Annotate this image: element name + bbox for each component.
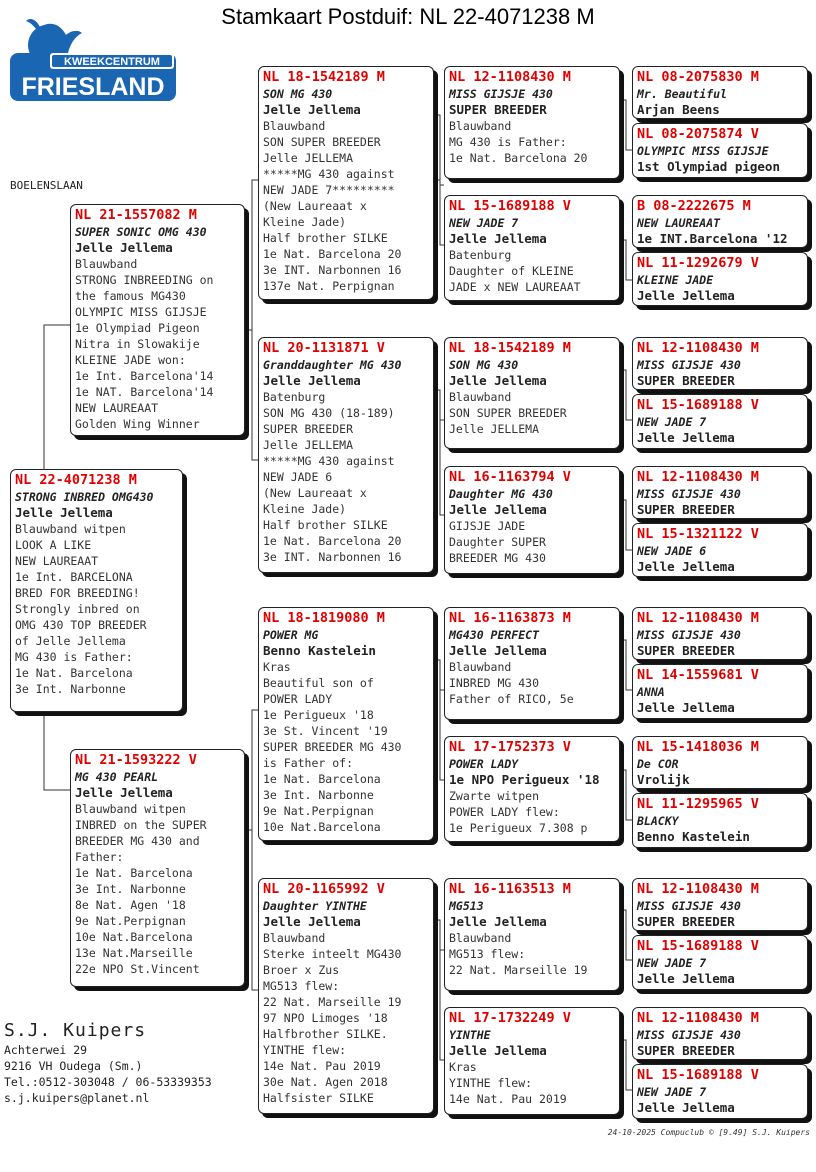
note-line: MG 430 is Father: [449,135,567,149]
pedigree-card-ff[interactable] [258,66,434,300]
note-line: Blauwband [449,660,512,674]
note-line: Kleine Jade) [263,215,347,229]
breeder-name: Jelle Jellema [637,1100,735,1115]
note-line: 30e Nat. Agen 2018 [263,1075,388,1089]
breeder-name: Jelle Jellema [449,643,547,658]
pedigree-card-g10[interactable] [632,664,808,719]
breeder-name: SUPER BREEDER [637,643,735,658]
pigeon-name: STRONG INBRED OMG430 [15,490,154,504]
note-line: (New Laureaat x [263,199,367,213]
note-line: 1e Nat. Barcelona [75,866,193,880]
note-line: 3e St. Vincent '19 [263,724,388,738]
breeder-name: Jelle Jellema [15,505,113,520]
note-line: OLYMPIC MISS GIJSJE [75,305,207,319]
note-line: Father: [75,850,124,864]
breeder-name: Jelle Jellema [637,559,735,574]
ring-number: NL 18-1542189 M [449,340,571,356]
note-line: Jelle JELLEMA [449,422,540,436]
note-line: INBRED on the SUPER [75,818,207,832]
pigeon-name: MISS GIJSJE 430 [637,358,741,372]
note-line: 3e Int. Narbonne [263,788,374,802]
note-line: Kras [263,660,291,674]
note-line: Blauwband [449,390,512,404]
breeder-name: Jelle Jellema [263,373,361,388]
note-line: 1e Perigueux '18 [263,708,374,722]
note-line: Blauwband [75,257,138,271]
pedigree-card-mf[interactable] [258,607,434,841]
ring-number: NL 21-1593222 V [75,752,197,768]
pedigree-card-g3[interactable] [632,195,808,248]
pigeon-name: NEW JADE 7 [637,956,707,970]
ring-number: NL 17-1752373 V [449,739,571,755]
pigeon-name: De COR [637,757,679,771]
ring-number: B 08-2222675 M [637,198,751,214]
ring-number: NL 08-2075830 M [637,69,759,85]
breeder-name: Jelle Jellema [75,785,173,800]
note-line: KLEINE JADE won: [75,353,186,367]
note-line: of Jelle Jellema [15,634,126,648]
ring-number: NL 12-1108430 M [637,610,759,626]
note-line: Father of RICO, 5e [449,692,574,706]
note-line: 10e Nat.Barcelona [263,820,381,834]
pedigree-card-mmf[interactable] [444,878,620,991]
ring-number: NL 08-2075874 V [637,126,759,142]
note-line: BREEDER MG 430 and [75,834,200,848]
note-line: 9e Nat.Perpignan [263,804,374,818]
note-line: Nitra in Slowakije [75,337,200,351]
note-line: LOOK A LIKE [15,538,92,552]
note-line: Blauwband [263,119,326,133]
pigeon-name: MG430 PERFECT [449,628,540,642]
note-line: NEW LAUREAAT [75,401,159,415]
pedigree-card-g9[interactable] [632,607,808,660]
loft-location: BOELENSLAAN [10,179,83,192]
note-line: GIJSJE JADE [449,519,526,533]
pigeon-name: NEW JADE 7 [449,216,519,230]
note-line: Batenburg [263,390,326,404]
pedigree-card-g7[interactable] [632,466,808,519]
note-line: 1e Nat. Barcelona 20 [449,151,588,165]
note-line: Blauwband [449,119,512,133]
breeder-name: Jelle Jellema [637,971,735,986]
pedigree-card-g1[interactable] [632,66,808,119]
note-line: Strongly inbred on [15,602,140,616]
note-line: 1e Nat. Barcelona [263,772,381,786]
ring-number: NL 22-4071238 M [15,472,137,488]
owner-phone: Tel.:0512-303048 / 06-53339353 [4,1075,212,1089]
pigeon-name: BLACKY [637,814,679,828]
note-line: SUPER BREEDER MG 430 [263,740,402,754]
pedigree-card-mother[interactable] [70,749,245,987]
pedigree-card-ffm[interactable] [444,195,620,301]
pigeon-name: MISS GIJSJE 430 [637,487,741,501]
note-line: Daughter of KLEINE [449,264,574,278]
pigeon-name: POWER LADY [449,757,519,771]
breeder-name: Jelle Jellema [449,373,547,388]
ring-number: NL 12-1108430 M [449,69,571,85]
pedigree-card-g14[interactable] [632,935,808,990]
pedigree-card-g16[interactable] [632,1064,808,1119]
pigeon-name: SON MG 430 [449,358,519,372]
breeder-name: Benno Kastelein [263,643,376,658]
pigeon-name: MISS GIJSJE 430 [637,1028,741,1042]
note-line: SON SUPER BREEDER [263,135,381,149]
note-line: Blauwband [263,931,326,945]
note-line: SUPER BREEDER [263,422,354,436]
pigeon-name: Daughter MG 430 [449,487,553,501]
note-line: Broer x Zus [263,963,340,977]
breeder-name: Jelle Jellema [449,502,547,517]
pedigree-card-subject[interactable] [10,469,183,712]
pigeon-name: YINTHE [449,1028,491,1042]
pigeon-name: SON MG 430 [263,87,333,101]
breeder-name: Jelle Jellema [637,700,735,715]
note-line: 14e Nat. Pau 2019 [449,1092,567,1106]
note-line: Zwarte witpen [449,789,540,803]
ring-number: NL 14-1559681 V [637,667,759,683]
note-line: NEW JADE 7********* [263,183,395,197]
note-line: 1e Nat. Barcelona 20 [263,534,402,548]
pigeon-name: KLEINE JADE [637,273,714,287]
breeder-name: Jelle Jellema [449,914,547,929]
note-line: YINTHE flew: [449,1076,533,1090]
note-line: 9e Nat.Perpignan [75,914,186,928]
breeder-name: SUPER BREEDER [637,502,735,517]
note-line: 1e Perigueux 7.308 p [449,821,588,835]
pedigree-card-g11[interactable] [632,736,808,789]
ring-number: NL 15-1321122 V [637,526,759,542]
note-line: Halfsister SILKE [263,1091,374,1105]
breeder-name: SUPER BREEDER [449,102,547,117]
note-line: 8e Nat. Agen '18 [75,898,186,912]
note-line: Beautiful son of [263,676,374,690]
pedigree-card-g12[interactable] [632,793,808,848]
note-line: 1e NAT. Barcelona'14 [75,385,214,399]
owner-name: S.J. Kuipers [4,1020,147,1041]
note-line: Half brother SILKE [263,231,388,245]
note-line: 14e Nat. Pau 2019 [263,1059,381,1073]
pigeon-name: MISS GIJSJE 430 [637,628,741,642]
ring-number: NL 20-1131871 V [263,340,385,356]
pigeon-name: MISS GIJSJE 430 [449,87,553,101]
note-line: 1e Nat. Barcelona [15,666,133,680]
pedigree-card-g2[interactable] [632,123,808,178]
page-title: Stamkaart Postduif: NL 22-4071238 M [221,4,595,29]
pigeon-name: ANNA [637,685,665,699]
note-line: NEW JADE 6 [263,470,333,484]
ring-number: NL 18-1819080 M [263,610,385,626]
ring-number: NL 21-1557082 M [75,207,197,223]
pedigree-card-g15[interactable] [632,1007,808,1060]
breeder-name: Jelle Jellema [637,430,735,445]
note-line: YINTHE flew: [263,1043,347,1057]
pedigree-card-fmf[interactable] [444,337,620,449]
ring-number: NL 15-1689188 V [449,198,571,214]
note-line: 1e Nat. Barcelona 20 [263,247,402,261]
pedigree-card-g13[interactable] [632,878,808,931]
pigeon-name: Granddaughter MG 430 [263,358,402,372]
note-line: 22 Nat. Marseille 19 [449,963,588,977]
note-line: SON MG 430 (18-189) [263,406,395,420]
footer-credits: 24-10-2025 Compuclub © [9.49] S.J. Kuipers [607,1128,810,1137]
note-line: 97 NPO Limoges '18 [263,1011,388,1025]
ring-number: NL 15-1689188 V [637,1067,759,1083]
breeder-name: 1e NPO Perigueux '18 [449,772,600,787]
svg-text:KWEEKCENTRUM: KWEEKCENTRUM [64,56,160,68]
note-line: MG513 flew: [449,947,526,961]
breeder-name: 1e INT.Barcelona '12 [637,231,788,246]
note-line: 22e NPO St.Vincent [75,962,200,976]
note-line: is Father of: [263,756,354,770]
svg-text:FRIESLAND: FRIESLAND [21,73,165,101]
owner-email[interactable]: s.j.kuipers@planet.nl [4,1091,150,1105]
note-line: *****MG 430 against [263,454,395,468]
note-line: Blauwband witpen [15,522,126,536]
ring-number: NL 12-1108430 M [637,340,759,356]
pedigree-card-fm[interactable] [258,337,434,573]
breeder-name: Jelle Jellema [449,1043,547,1058]
note-line: 1e Int. Barcelona'14 [75,369,214,383]
pigeon-name: POWER MG [263,628,319,642]
ring-number: NL 16-1163513 M [449,881,571,897]
pedigree-card-mm[interactable] [258,878,434,1114]
note-line: 3e INT. Narbonnen 16 [263,263,402,277]
pedigree-card-g5[interactable] [632,337,808,390]
note-line: INBRED MG 430 [449,676,540,690]
ring-number: NL 20-1165992 V [263,881,385,897]
note-line: Sterke inteelt MG430 [263,947,402,961]
breeder-name: Jelle Jellema [75,240,173,255]
pedigree-card-father[interactable] [70,204,245,436]
note-line: Jelle JELLEMA [263,438,354,452]
pigeon-name: Daughter YINTHE [263,899,367,913]
pedigree-card-g4[interactable] [632,252,808,306]
ring-number: NL 16-1163794 V [449,469,571,485]
pigeon-name: NEW JADE 6 [637,544,707,558]
breeder-name: Jelle Jellema [263,914,361,929]
note-line: the famous MG430 [75,289,186,303]
ring-number: NL 11-1292679 V [637,255,759,271]
note-line: Half brother SILKE [263,518,388,532]
note-line: 3e INT. Narbonnen 16 [263,550,402,564]
breeder-name: Jelle Jellema [637,288,735,303]
note-line: 22 Nat. Marseille 19 [263,995,402,1009]
note-line: 3e Int. Narbonne [15,682,126,696]
note-line: *****MG 430 against [263,167,395,181]
ring-number: NL 12-1108430 M [637,1010,759,1026]
ring-number: NL 15-1418036 M [637,739,759,755]
note-line: Blauwband witpen [75,802,186,816]
note-line: 3e Int. Narbonne [75,882,186,896]
note-line: Daughter SUPER [449,535,546,549]
note-line: Golden Wing Winner [75,417,200,431]
ring-number: NL 15-1689188 V [637,938,759,954]
pedigree-card-mff[interactable] [444,607,620,720]
pigeon-name: MG 430 PEARL [75,770,159,784]
pedigree-card-fmm[interactable] [444,466,620,574]
note-line: POWER LADY flew: [449,805,560,819]
note-line: NEW LAUREAAT [15,554,99,568]
pigeon-name: MISS GIJSJE 430 [637,899,741,913]
pedigree-card-g8[interactable] [632,523,808,577]
breeder-name: Benno Kastelein [637,829,750,844]
pigeon-name: OLYMPIC MISS GIJSJE [637,144,769,158]
ring-number: NL 12-1108430 M [637,881,759,897]
note-line: 1e Olympiad Pigeon [75,321,200,335]
note-line: POWER LADY [263,692,333,706]
note-line: Kras [449,1060,477,1074]
breeder-name: Vrolijk [637,772,690,787]
ring-number: NL 11-1295965 V [637,796,759,812]
note-line: Halfbrother SILKE. [263,1027,388,1041]
note-line: MG513 flew: [263,979,340,993]
pigeon-name: NEW JADE 7 [637,1085,707,1099]
breeder-name: SUPER BREEDER [637,914,735,929]
note-line: STRONG INBREEDING on [75,273,214,287]
ring-number: NL 12-1108430 M [637,469,759,485]
note-line: JADE x NEW LAUREAAT [449,280,581,294]
note-line: SON SUPER BREEDER [449,406,567,420]
note-line: Jelle JELLEMA [263,151,354,165]
ring-number: NL 15-1689188 V [637,397,759,413]
note-line: 137e Nat. Perpignan [263,279,395,293]
note-line: Batenburg [449,248,512,262]
owner-contact [4,1020,212,1106]
pigeon-name: NEW LAUREAAT [637,216,721,230]
note-line: Kleine Jade) [263,502,347,516]
ring-number: NL 17-1732249 V [449,1010,571,1026]
breeder-name: Jelle Jellema [263,102,361,117]
pedigree-card-mmm[interactable] [444,1007,620,1115]
note-line: (New Laureaat x [263,486,367,500]
breeder-name: Jelle Jellema [449,231,547,246]
ring-number: NL 16-1163873 M [449,610,571,626]
note-line: 10e Nat.Barcelona [75,930,193,944]
ring-number: NL 18-1542189 M [263,69,385,85]
breeder-name: SUPER BREEDER [637,1043,735,1058]
pigeon-name: MG513 [449,899,484,913]
pedigree-card-mfm[interactable] [444,736,620,842]
note-line: BREEDER MG 430 [449,551,546,565]
pigeon-name: NEW JADE 7 [637,415,707,429]
note-line: Blauwband [449,931,512,945]
note-line: 1e Int. BARCELONA [15,570,133,584]
pigeon-name: Mr. Beautiful [637,87,728,101]
pedigree-card-fff[interactable] [444,66,620,179]
breeder-name: SUPER BREEDER [637,373,735,388]
owner-address: Achterwei 29 [4,1043,88,1057]
pedigree-card-g6[interactable] [632,394,808,449]
breeder-name: 1st Olympiad pigeon [637,159,780,174]
note-line: OMG 430 TOP BREEDER [15,618,147,632]
note-line: BRED FOR BREEDING! [15,586,140,600]
pigeon-name: SUPER SONIC OMG 430 [75,225,207,239]
breeder-name: Arjan Beens [637,102,720,117]
note-line: MG 430 is Father: [15,650,133,664]
note-line: 13e Nat.Marseille [75,946,193,960]
owner-city: 9216 VH Oudega (Sm.) [4,1059,143,1073]
